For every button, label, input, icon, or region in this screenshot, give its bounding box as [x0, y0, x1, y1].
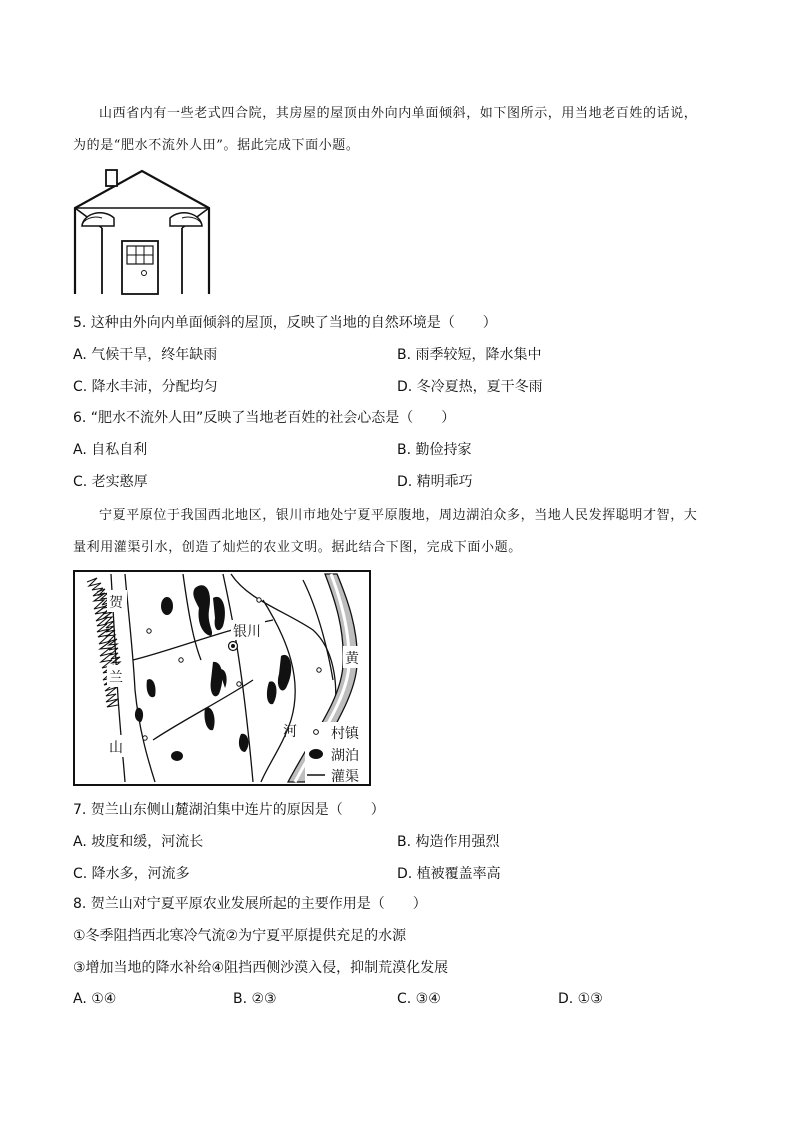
q7-option-b[interactable]: B. 构造作用强烈	[397, 834, 500, 850]
ningxia-map	[73, 570, 371, 786]
legend-lake-label: 湖泊	[331, 748, 359, 764]
legend-town-label: 村镇	[331, 726, 359, 742]
label-lan: 兰	[109, 670, 123, 686]
q8-option-b[interactable]: B. ②③	[233, 991, 277, 1007]
q8-option-d[interactable]: D. ①③	[558, 991, 603, 1007]
passage-2	[73, 500, 723, 564]
q7-option-d[interactable]: D. 植被覆盖率高	[397, 866, 501, 882]
passage-1-line-2: 为的是“肥水不流外人田”。据此完成下面小题。	[73, 138, 360, 153]
q5-option-b[interactable]: B. 雨季较短，降水集中	[397, 347, 542, 363]
question-8-stem: 8. 贺兰山对宁夏平原农业发展所起的主要作用是（ ）	[73, 896, 427, 912]
question-6-stem: 6. “肥水不流外人田”反映了当地老百姓的社会心态是（ ）	[73, 410, 456, 426]
q5-option-c[interactable]: C. 降水丰沛，分配均匀	[73, 379, 218, 395]
q7-option-a[interactable]: A. 坡度和缓，河流长	[73, 834, 204, 850]
passage-2-line-2: 量利用灌渠引水，创造了灿烂的农业文明。据此结合下图，完成下面小题。	[73, 540, 522, 555]
passage-2-line-1: 宁夏平原位于我国西北地区，银川市地处宁夏平原腹地，周边湖泊众多，当地人民发挥聪明才智，大	[99, 508, 698, 523]
label-river: 河	[283, 724, 297, 740]
label-shan: 山	[109, 740, 123, 756]
map-legend	[305, 722, 369, 785]
question-5-stem: 5. 这种由外向内单面倾斜的屋顶，反映了当地的自然环境是（ ）	[73, 315, 497, 331]
legend-canal-label: 灌渠	[331, 769, 359, 785]
q8-option-c[interactable]: C. ③④	[397, 991, 441, 1007]
passage-1-line-1: 山西省内有一些老式四合院，其房屋的屋顶由外向内单面倾斜，如下图所示，用当地老百姓的话说，	[99, 106, 698, 121]
q5-option-d[interactable]: D. 冬冷夏热，夏干冬雨	[397, 379, 543, 395]
house-figure	[72, 168, 214, 298]
label-he: 贺	[109, 595, 123, 611]
q7-option-c[interactable]: C. 降水多，河流多	[73, 866, 190, 882]
q8-statement-line-2: ③增加当地的降水补给④阻挡西侧沙漠入侵，抑制荒漠化发展	[73, 960, 449, 976]
label-huang: 黄	[345, 651, 359, 667]
q5-option-a[interactable]: A. 气候干旱，终年缺雨	[73, 347, 218, 363]
q6-option-a[interactable]: A. 自私自利	[73, 442, 148, 458]
q6-option-b[interactable]: B. 勤俭持家	[397, 442, 472, 458]
q6-option-c[interactable]: C. 老实憨厚	[73, 474, 148, 490]
question-7-stem: 7. 贺兰山东侧山麓湖泊集中连片的原因是（ ）	[73, 802, 385, 818]
q8-statement-line-1: ①冬季阻挡西北寒冷气流②为宁夏平原提供充足的水源	[73, 928, 407, 944]
legend-town-icon	[314, 730, 319, 735]
q6-option-d[interactable]: D. 精明乖巧	[397, 474, 473, 490]
label-yinchuan: 银川	[233, 624, 261, 640]
q8-option-a[interactable]: A. ①④	[73, 991, 117, 1007]
passage-1	[73, 98, 723, 162]
legend-lake-icon	[309, 749, 323, 759]
